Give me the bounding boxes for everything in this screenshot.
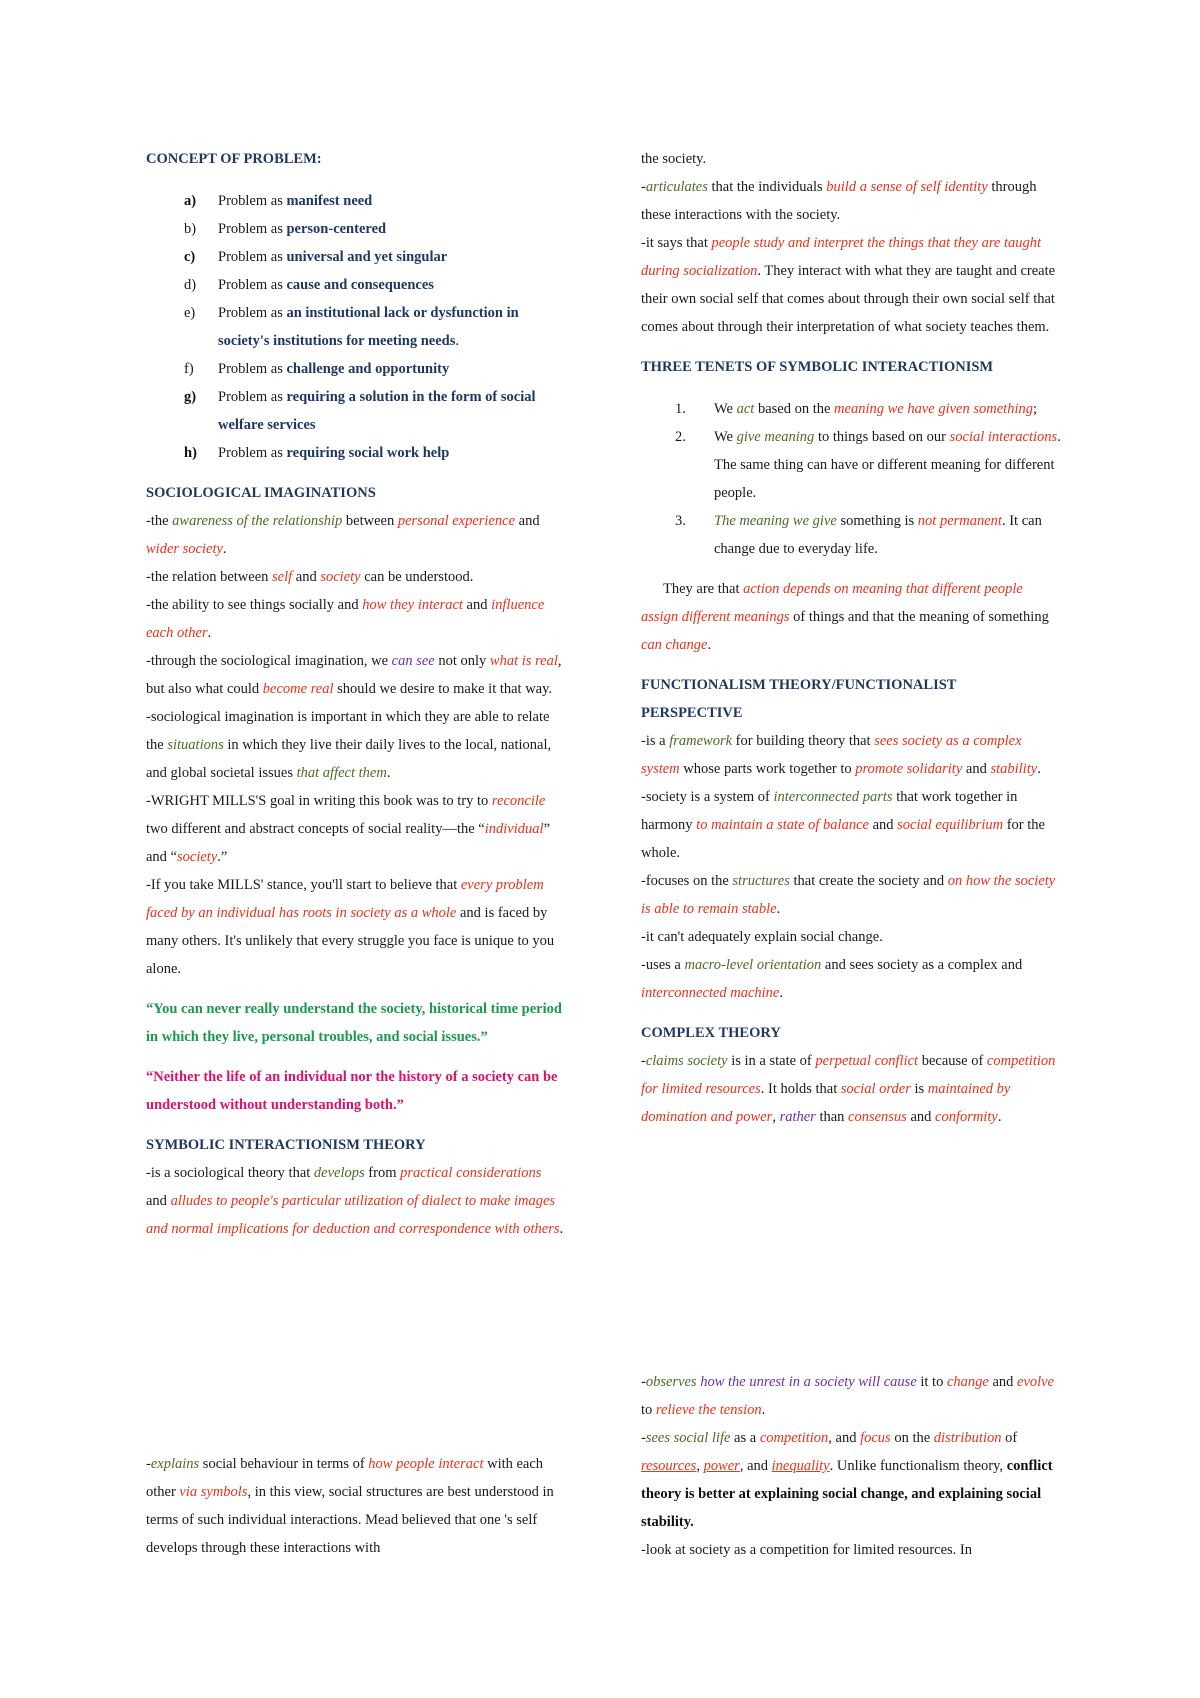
functionalism-p3: -focuses on the structures that create the society and on how the society is able to remain stable. (641, 873, 1056, 917)
list-item: g) Problem as requiring a solution in the form of social welfare services (184, 389, 536, 433)
sociological-title: SOCIOLOGICAL IMAGINATIONS (146, 485, 376, 501)
functionalism-p2: -society is a system of interconnected parts that work together in harmony to maintain a state of balance and social equilibrium for the whole. (641, 789, 1045, 861)
list-item: h) Problem as requiring social work help (184, 445, 450, 461)
complex-p4: -look at society as a competition for limited resources. In (641, 1542, 972, 1558)
tenets-title: THREE TENETS OF SYMBOLIC INTERACTIONISM (641, 359, 994, 375)
sociological-p3: -the ability to see things socially and how they interact and influence each other. (146, 597, 545, 641)
symbolic-p2: -explains social behaviour in terms of how people interact with each other via symbols, in this view, social structures are best understood in terms of such individual interactions. Mead believed that one 's self develops through these interactions with (146, 1456, 554, 1556)
list-item: d) Problem as cause and consequences (184, 277, 434, 293)
list-item: 1. We act based on the meaning we have given something; (675, 401, 1037, 417)
functionalism-title: FUNCTIONALISM THEORY/FUNCTIONALIST PERSPECTIVE (641, 677, 957, 721)
right-column-lower (641, 1368, 1061, 1564)
sociological-p2: -the relation between self and society can be understood. (146, 569, 474, 585)
left-column-lower (146, 1450, 566, 1562)
complex-p1: -claims society is in a state of perpetual conflict because of competition for limited resources. It holds that social order is maintained by domination and power, rather than consensus and conformity. (641, 1053, 1056, 1125)
symbolic-cont2: -articulates that the individuals build a sense of self identity through these interactions with the society. (641, 179, 1037, 223)
list-item: b) Problem as person-centered (184, 221, 387, 237)
list-item: 2. We give meaning to things based on our social interactions. The same thing can have or different meaning for different people. (675, 429, 1061, 501)
list-item: 3. The meaning we give something is not permanent. It can change due to everyday life. (675, 513, 1042, 557)
tenets-list (641, 395, 1061, 563)
functionalism-p4: -it can't adequately explain social change. (641, 929, 883, 945)
sociological-p5: -sociological imagination is important in which they are able to relate the situations in which they live their daily lives to the local, national, and global societal issues that affect them. (146, 709, 552, 781)
symbolic-p1: -is a sociological theory that develops from practical considerations and alludes to people's particular utilization of dialect to make images and normal implications for deduction and correspondence with others. (146, 1165, 564, 1237)
concept-list (146, 187, 566, 467)
quote-pink: “Neither the life of an individual nor the history of a society can be understood without understanding both.” (146, 1069, 558, 1113)
complex-title: COMPLEX THEORY (641, 1025, 781, 1041)
list-item: c) Problem as universal and yet singular (184, 249, 448, 265)
complex-p2: -observes how the unrest in a society will cause it to change and evolve to relieve the tension. (641, 1374, 1055, 1418)
quote-green: “You can never really understand the society, historical time period in which they live, personal troubles, and social issues.” (146, 1001, 562, 1045)
list-item: a) Problem as manifest need (184, 193, 373, 209)
left-column (146, 145, 566, 1243)
tenets-summary: They are that action depends on meaning that different people assign different meanings of things and that the meaning of something can change. (641, 581, 1049, 653)
list-item: f) Problem as challenge and opportunity (184, 361, 450, 377)
functionalism-p5: -uses a macro-level orientation and sees society as a complex and interconnected machine. (641, 957, 1023, 1001)
sociological-p6: -WRIGHT MILLS'S goal in writing this book was to try to reconcile two different and abstract concepts of social reality—the “individual” and “society.” (146, 793, 550, 865)
symbolic-title: SYMBOLIC INTERACTIONISM THEORY (146, 1137, 426, 1153)
sociological-p1: -the awareness of the relationship between personal experience and wider society. (146, 513, 540, 557)
symbolic-cont3: -it says that people study and interpret the things that they are taught during socialization. They interact with what they are taught and create their own social self that comes about through their own social self that comes about through their interpretation of what society teaches them. (641, 235, 1056, 335)
list-item: e) Problem as an institutional lack or dysfunction in society's institutions for meeting needs. (184, 305, 519, 349)
functionalism-p1: -is a framework for building theory that sees society as a complex system whose parts work together to promote solidarity and stability. (641, 733, 1041, 777)
concept-title: CONCEPT OF PROBLEM: (146, 151, 322, 167)
right-column (641, 145, 1061, 1131)
sociological-p7: -If you take MILLS' stance, you'll start to believe that every problem faced by an individual has roots in society as a whole and is faced by many others. It's unlikely that every struggle you face is unique to you alone. (146, 877, 555, 977)
sociological-p4: -through the sociological imagination, we can see not only what is real, but also what could become real should we desire to make it that way. (146, 653, 562, 697)
symbolic-cont1: the society. (641, 151, 707, 167)
complex-p3: -sees social life as a competition, and focus on the distribution of resources, power, and inequality. Unlike functionalism theory, conflict theory is better at explaining social change, and explaining social stability. (641, 1430, 1053, 1530)
